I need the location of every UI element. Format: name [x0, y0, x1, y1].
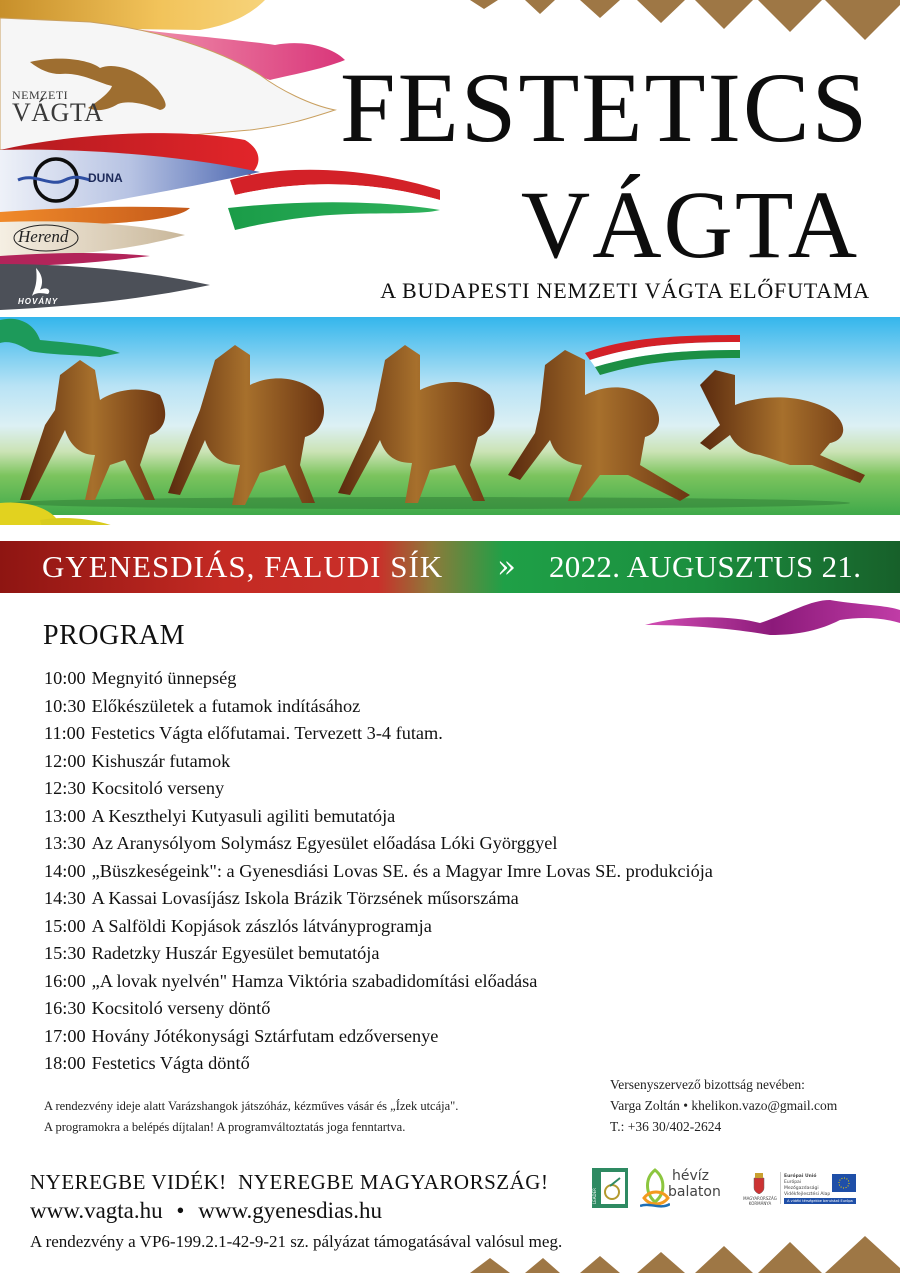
- program-item-text: Hovány Jótékonysági Sztárfutam edzőversenye: [91, 1025, 439, 1046]
- sponsor-note: A rendezvény a VP6-199.2.1-42-9-21 sz. pályázat támogatásával valósul meg.: [30, 1232, 563, 1251]
- double-chevron-right-icon: »: [497, 549, 516, 585]
- website-link-vagta[interactable]: www.vagta.hu: [30, 1198, 163, 1223]
- kormany-logo-text: MAGYARORSZÁG KORMÁNYA: [743, 1196, 777, 1206]
- triangle: [580, 1256, 620, 1273]
- program-item-text: A Kassai Lovasíjász Iskola Brázik Törzsének műsorszáma: [91, 888, 519, 908]
- triangle: [580, 0, 620, 18]
- contact-name-email: [610, 1095, 837, 1116]
- note-line: A programokra a belépés díjtalan! A programváltoztatás joga fenntartva.: [44, 1120, 406, 1134]
- program-item-time: 15:00: [44, 915, 86, 936]
- program-item-time: 10:30: [44, 695, 86, 716]
- magenta-ribbon-right: [640, 595, 900, 640]
- eu-title: Európai Unió: [784, 1174, 817, 1179]
- ground-shadow: [10, 497, 850, 509]
- bottom-decorative-triangles: [0, 1228, 900, 1273]
- program-item-time: 16:00: [44, 970, 86, 991]
- program-item-time: 14:00: [44, 860, 86, 881]
- contact-name: Varga Zoltán: [610, 1098, 680, 1113]
- program-item-time: 10:00: [44, 668, 86, 688]
- organizer-contact: [610, 1074, 837, 1137]
- triangle: [825, 0, 900, 40]
- program-item: [44, 885, 713, 913]
- event-location: GYENESDIÁS, FALUDI SÍK: [42, 549, 444, 584]
- program-item-text: Előkészületek a futamok indításához: [91, 695, 361, 716]
- divider: [780, 1172, 781, 1204]
- program-item-text: „Büszkeségeink": a Gyenesdiási Lovas SE. és a Magyar Imre Lovas SE. produkciója: [91, 860, 713, 881]
- hovany-logo-text: HOVÁNY: [18, 297, 59, 306]
- triangle: [825, 1236, 900, 1273]
- triangle: [637, 0, 685, 23]
- program-item: [44, 1023, 713, 1051]
- subtitle: A BUDAPESTI NEMZETI VÁGTA ELŐFUTAMA: [380, 278, 870, 303]
- program-item-text: Kishuszár futamok: [91, 750, 231, 771]
- website-link-gyenesdias[interactable]: www.gyenesdias.hu: [198, 1198, 382, 1223]
- triangle: [470, 1258, 510, 1273]
- triangle: [758, 1242, 822, 1273]
- program-item-text: „A lovak nyelvén" Hamza Viktória szabadidomítási előadása: [91, 970, 538, 991]
- program-item: [44, 665, 713, 693]
- triangle: [470, 0, 498, 9]
- program-item-text: Festetics Vágta döntő: [91, 1053, 250, 1073]
- slogan: NYEREGBE VIDÉK! NYEREGBE MAGYARORSZÁG!: [30, 1170, 549, 1194]
- program-item-time: 12:30: [44, 778, 86, 798]
- title-line-1: FESTETICS: [340, 52, 870, 163]
- hungarian-coat-of-arms-icon: [752, 1172, 766, 1194]
- heviz-balaton-leaf-icon: [640, 1168, 670, 1210]
- program-item: [44, 940, 713, 968]
- program-item-text: Kocsitoló verseny döntő: [91, 998, 271, 1018]
- websites: [30, 1198, 382, 1224]
- program-item-time: 11:00: [44, 723, 85, 743]
- program-item-text: A Salföldi Kopjások zászlós látványprogramja: [91, 915, 432, 936]
- eu-fund-text: [784, 1174, 836, 1198]
- program-item: [44, 830, 713, 858]
- nemzeti-vagta-logo-small: NEMZETI: [12, 88, 69, 102]
- race-illustration: [0, 315, 900, 525]
- program-item: [44, 858, 713, 886]
- herend-logo-text: Herend: [18, 227, 69, 246]
- event-notes: [44, 1096, 458, 1138]
- bullet-separator: •: [176, 1198, 185, 1223]
- nemzeti-vagta-logo-text: VÁGTA: [12, 98, 104, 127]
- triangle: [525, 1258, 560, 1273]
- program-item: [44, 803, 713, 831]
- program-title: PROGRAM: [43, 620, 185, 651]
- event-date: 2022. AUGUSZTUS 21.: [549, 549, 862, 584]
- duna-logo-text: DUNA: [88, 171, 123, 185]
- program-item: [44, 748, 713, 776]
- contact-phone: T.: +36 30/402-2624: [610, 1119, 722, 1134]
- triangle: [758, 0, 822, 32]
- program-item-time: 12:00: [44, 750, 86, 771]
- contact-email[interactable]: khelikon.vazo@gmail.com: [691, 1098, 838, 1113]
- program-item-time: 15:30: [44, 943, 86, 963]
- triangle: [695, 1246, 753, 1273]
- sponsor-logos: [592, 1168, 862, 1212]
- title-line-2: VÁGTA: [520, 171, 860, 278]
- nemzeti-vagta-flag: [0, 18, 335, 150]
- heviz-logo-line2: balaton: [668, 1184, 721, 1200]
- program-item-text: Radetzky Huszár Egyesület bemutatója: [91, 943, 380, 963]
- program-item: [44, 913, 713, 941]
- heviz-logo-line1: hévíz: [672, 1168, 710, 1184]
- program-item: [44, 720, 713, 748]
- contact-heading: Versenyszervező bizottság nevében:: [610, 1077, 805, 1092]
- program-item-time: 17:00: [44, 1025, 86, 1046]
- program-list: [44, 665, 713, 1078]
- program-item: [44, 775, 713, 803]
- program-item: [44, 995, 713, 1023]
- program-item-text: Megnyitó ünnepség: [91, 668, 237, 688]
- program-item-time: 13:30: [44, 833, 86, 853]
- note-line: A rendezvény ideje alatt Varázshangok játszóház, kézműves vásár és „Ízek utcája".: [44, 1099, 459, 1113]
- bullet-separator: •: [683, 1098, 688, 1113]
- program-item-text: Az Aranysólyom Solymász Egyesület előadása Lóki Györggyel: [91, 833, 558, 853]
- program-item-text: Festetics Vágta előfutamai. Tervezett 3-4 futam.: [90, 723, 443, 743]
- program-item: [44, 968, 713, 996]
- eu-flag-icon: [832, 1174, 856, 1192]
- leader-logo-text: LEADER: [592, 1188, 597, 1204]
- program-item-time: 14:30: [44, 888, 86, 908]
- eu-text: Európai Mezőgazdasági Vidékfejlesztési Alap: [784, 1180, 831, 1197]
- event-banner: [0, 541, 900, 593]
- flag-green-stripe: [228, 202, 440, 230]
- triangle: [695, 0, 753, 29]
- program-item-time: 13:00: [44, 805, 86, 826]
- program-item: [44, 693, 713, 721]
- triangle: [637, 1252, 685, 1273]
- magenta-ribbon: [0, 253, 150, 266]
- leader-logo: [592, 1168, 628, 1208]
- program-item-time: 16:30: [44, 998, 86, 1018]
- program-item-time: 18:00: [44, 1053, 86, 1073]
- triangle: [525, 0, 555, 14]
- program-item-text: A Keszthelyi Kutyasuli agiliti bemutatója: [91, 805, 396, 826]
- eu-banner: A vidéki térségekbe beruházó Európa: [784, 1198, 856, 1204]
- program-item-text: Kocsitoló verseny: [91, 778, 225, 798]
- yellow-ribbon-tail: [40, 518, 125, 525]
